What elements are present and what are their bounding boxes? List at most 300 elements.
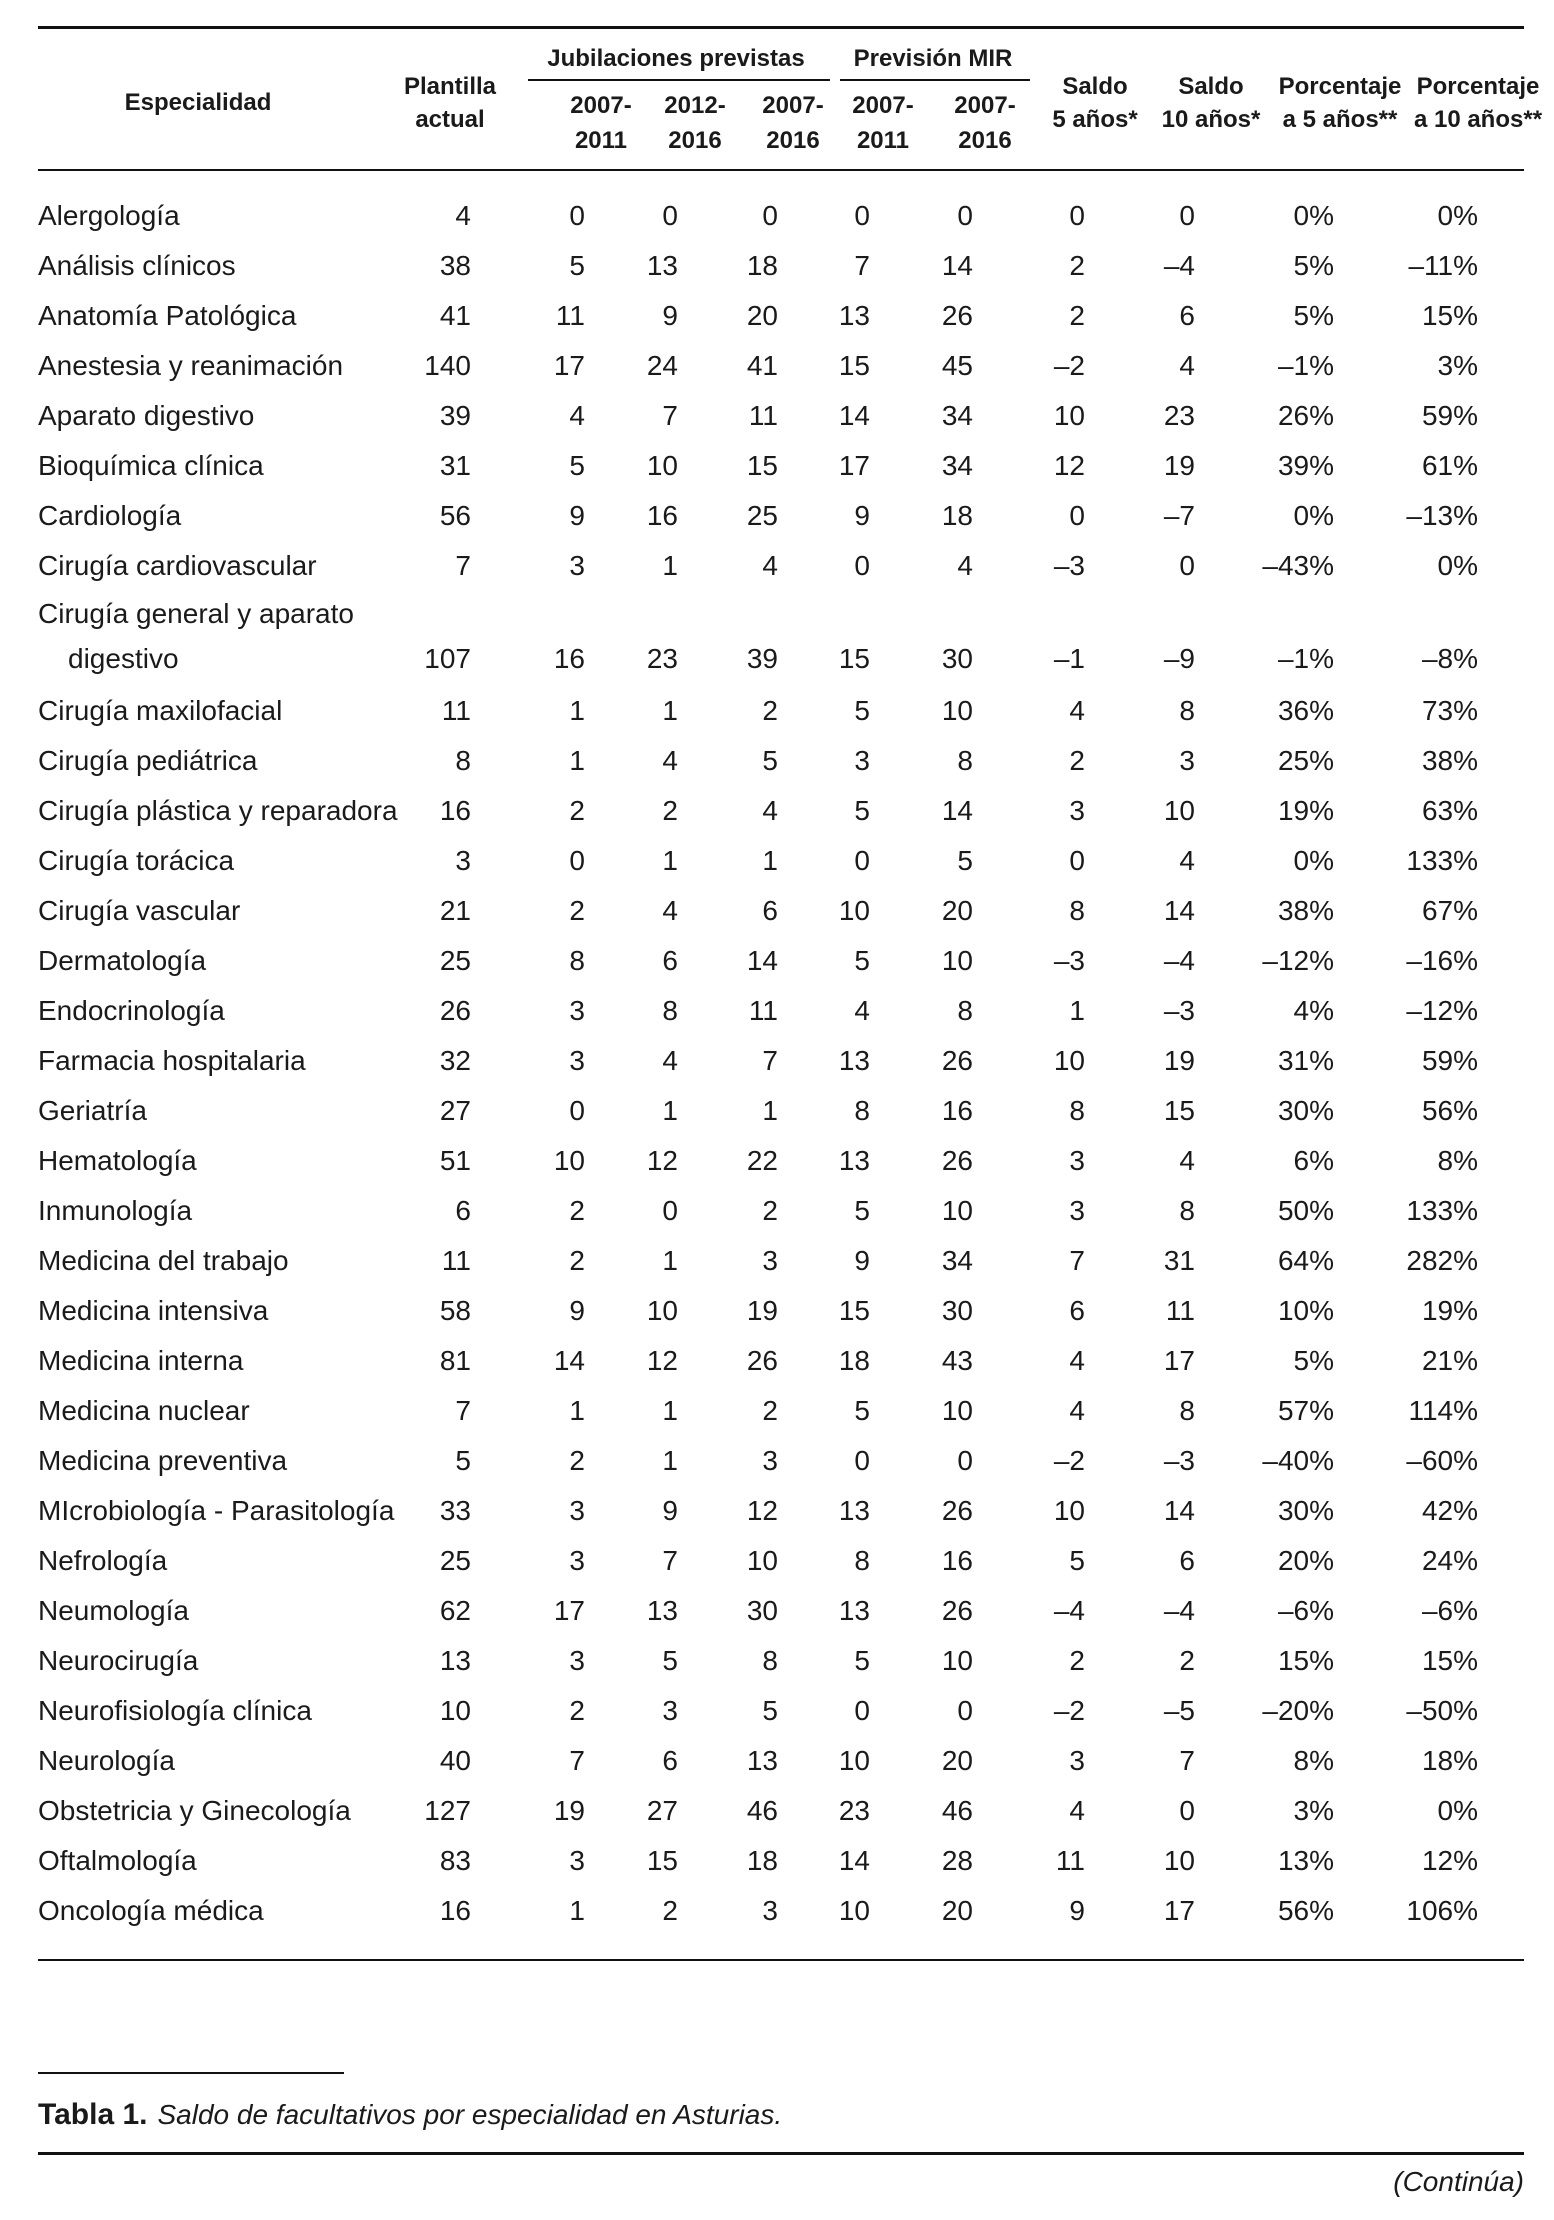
cell-saldo-5: 4: [1069, 1345, 1085, 1376]
specialty-name: Dermatología: [38, 945, 207, 976]
cell-saldo-5: 3: [1069, 795, 1085, 826]
cell-mir-2007-2016: 34: [941, 1245, 973, 1276]
cell-mir-2007-2016: 34: [941, 450, 973, 481]
cell-porcentaje-10: 12%: [1421, 1845, 1478, 1876]
cell-jub-2007-2016: 11: [748, 995, 778, 1026]
cell-jub-2007-2016: 19: [746, 1295, 778, 1326]
cell-mir-2007-2016: 8: [957, 745, 973, 776]
cell-mir-2007-2016: 26: [941, 1145, 973, 1176]
cell-plantilla: 7: [455, 550, 471, 581]
caption-text: Saldo de facultativos por especialidad en Asturias.: [157, 2099, 783, 2130]
footnote-rule: [38, 2072, 344, 2074]
specialty-name: Neurocirugía: [38, 1645, 199, 1676]
cell-jub-2012-2016: 13: [646, 250, 678, 281]
cell-jub-2007-2011: 2: [569, 895, 585, 926]
caption-rule: [38, 2152, 1524, 2155]
specialty-name: Neumología: [38, 1595, 189, 1626]
cell-mir-2007-2011: 8: [854, 1545, 870, 1576]
cell-saldo-5: 1: [1069, 995, 1085, 1026]
cell-mir-2007-2011: 0: [854, 1695, 870, 1726]
specialty-name: Oftalmología: [38, 1845, 197, 1876]
specialty-name: Anatomía Patológica: [38, 300, 297, 331]
prevision-rule: [840, 79, 1030, 81]
cell-jub-2007-2016: 3: [762, 1895, 778, 1926]
cell-mir-2007-2011: 5: [854, 695, 870, 726]
cell-jub-2012-2016: 2: [662, 795, 678, 826]
cell-saldo-5: –2: [1053, 1695, 1085, 1726]
cell-saldo-5: 0: [1069, 845, 1085, 876]
cell-saldo-5: 10: [1053, 400, 1085, 431]
cell-plantilla: 13: [439, 1645, 471, 1676]
cell-porcentaje-10: 59%: [1421, 1045, 1478, 1076]
cell-plantilla: 25: [439, 1545, 471, 1576]
cell-porcentaje-10: 106%: [1406, 1895, 1478, 1926]
cell-saldo-5: 2: [1069, 1645, 1085, 1676]
header-saldo-10: Saldo 10 años*: [1161, 73, 1261, 133]
cell-jub-2007-2016: 22: [746, 1145, 778, 1176]
cell-jub-2012-2016: 7: [662, 1545, 678, 1576]
cell-jub-2012-2016: 13: [646, 1595, 678, 1626]
cell-saldo-5: 3: [1069, 1745, 1085, 1776]
cell-jub-2007-2011: 3: [569, 1845, 585, 1876]
cell-saldo-10: 14: [1163, 895, 1195, 926]
cell-jub-2012-2016: 16: [646, 500, 678, 531]
cell-jub-2007-2016: 25: [746, 500, 778, 531]
cell-saldo-5: 4: [1069, 1795, 1085, 1826]
cell-porcentaje-10: 15%: [1421, 1645, 1478, 1676]
cell-porcentaje-5: –43%: [1262, 550, 1334, 581]
cell-porcentaje-5: 25%: [1277, 745, 1334, 776]
cell-saldo-5: 3: [1069, 1145, 1085, 1176]
cell-jub-2012-2016: 6: [662, 945, 678, 976]
specialty-name: Geriatría: [38, 1095, 147, 1126]
cell-mir-2007-2016: 14: [941, 795, 973, 826]
cell-porcentaje-5: 56%: [1277, 1895, 1334, 1926]
cell-porcentaje-10: 56%: [1421, 1095, 1478, 1126]
cell-jub-2007-2016: 12: [746, 1495, 778, 1526]
cell-jub-2012-2016: 1: [662, 695, 678, 726]
cell-porcentaje-5: 13%: [1277, 1845, 1334, 1876]
cell-saldo-10: 19: [1163, 1045, 1195, 1076]
cell-mir-2007-2011: 10: [838, 895, 870, 926]
specialty-name: Cirugía cardiovascular: [38, 550, 317, 581]
cell-plantilla: 56: [439, 500, 471, 531]
cell-porcentaje-10: –50%: [1406, 1695, 1478, 1726]
cell-mir-2007-2011: 17: [838, 450, 870, 481]
cell-saldo-5: 0: [1069, 200, 1085, 231]
cell-porcentaje-10: 0%: [1437, 1795, 1478, 1826]
cell-mir-2007-2011: 14: [838, 400, 870, 431]
cell-porcentaje-5: 5%: [1293, 1345, 1334, 1376]
cell-jub-2012-2016: 1: [662, 1395, 678, 1426]
cell-jub-2007-2011: 16: [553, 643, 585, 674]
cell-saldo-5: 10: [1053, 1045, 1085, 1076]
cell-mir-2007-2011: 5: [854, 945, 870, 976]
cell-mir-2007-2016: 30: [941, 643, 973, 674]
cell-mir-2007-2011: 15: [838, 643, 870, 674]
cell-jub-2012-2016: 1: [662, 550, 678, 581]
cell-jub-2007-2011: 5: [569, 250, 585, 281]
cell-mir-2007-2011: 0: [854, 1445, 870, 1476]
cell-mir-2007-2016: 16: [941, 1545, 973, 1576]
cell-jub-2007-2011: 9: [569, 1295, 585, 1326]
specialty-name: Obstetricia y Ginecología: [38, 1795, 351, 1826]
cell-jub-2012-2016: 0: [662, 200, 678, 231]
cell-jub-2007-2016: 6: [762, 895, 778, 926]
cell-plantilla: 32: [439, 1045, 471, 1076]
cell-saldo-10: 8: [1179, 1395, 1195, 1426]
specialty-name: Endocrinología: [38, 995, 225, 1026]
cell-mir-2007-2016: 16: [941, 1095, 973, 1126]
cell-mir-2007-2011: 0: [854, 200, 870, 231]
cell-porcentaje-5: 0%: [1293, 500, 1334, 531]
cell-jub-2012-2016: 1: [662, 1095, 678, 1126]
cell-porcentaje-10: –8%: [1421, 643, 1478, 674]
specialty-name: Cirugía plástica y reparadora: [38, 795, 398, 826]
cell-plantilla: 140: [424, 350, 471, 381]
specialty-name: MIcrobiología - Parasitología: [38, 1495, 395, 1526]
cell-jub-2007-2011: 11: [555, 300, 585, 331]
cell-mir-2007-2011: 13: [838, 1595, 870, 1626]
cell-jub-2007-2016: 1: [762, 1095, 778, 1126]
cell-mir-2007-2016: 10: [941, 695, 973, 726]
cell-plantilla: 41: [439, 300, 471, 331]
cell-mir-2007-2011: 8: [854, 1095, 870, 1126]
cell-jub-2007-2016: 2: [762, 1195, 778, 1226]
cell-porcentaje-5: 8%: [1293, 1745, 1334, 1776]
cell-porcentaje-5: 5%: [1293, 250, 1334, 281]
header-sub-jub-2012-2016: 2012- 2016: [664, 92, 726, 154]
cell-saldo-5: –4: [1053, 1595, 1085, 1626]
cell-plantilla: 39: [439, 400, 471, 431]
cell-plantilla: 38: [439, 250, 471, 281]
cell-saldo-5: 7: [1069, 1245, 1085, 1276]
cell-plantilla: 5: [455, 1445, 471, 1476]
cell-saldo-5: –3: [1053, 945, 1085, 976]
cell-jub-2007-2011: 1: [569, 695, 585, 726]
cell-saldo-10: –3: [1163, 995, 1195, 1026]
cell-jub-2007-2016: 0: [762, 200, 778, 231]
cell-plantilla: 33: [439, 1495, 471, 1526]
cell-mir-2007-2016: 8: [957, 995, 973, 1026]
cell-saldo-5: 8: [1069, 1095, 1085, 1126]
cell-porcentaje-5: –6%: [1277, 1595, 1334, 1626]
cell-jub-2007-2016: 3: [762, 1245, 778, 1276]
specialty-name: Anestesia y reanimación: [38, 350, 344, 381]
cell-jub-2012-2016: 4: [662, 745, 678, 776]
cell-saldo-5: 8: [1069, 895, 1085, 926]
cell-jub-2007-2016: 46: [746, 1795, 778, 1826]
cell-jub-2007-2016: 11: [748, 400, 778, 431]
cell-jub-2007-2016: 15: [746, 450, 778, 481]
cell-mir-2007-2016: 26: [941, 1495, 973, 1526]
cell-saldo-10: 11: [1165, 1295, 1195, 1326]
cell-jub-2007-2011: 2: [569, 795, 585, 826]
cell-jub-2007-2011: 9: [569, 500, 585, 531]
cell-porcentaje-10: 73%: [1421, 695, 1478, 726]
cell-jub-2007-2016: 2: [762, 1395, 778, 1426]
cell-mir-2007-2011: 5: [854, 1645, 870, 1676]
cell-porcentaje-10: 0%: [1437, 200, 1478, 231]
specialty-name: Cirugía general y aparato digestivo: [38, 598, 354, 674]
cell-plantilla: 58: [439, 1295, 471, 1326]
cell-saldo-10: 4: [1179, 845, 1195, 876]
cell-saldo-10: 17: [1163, 1895, 1195, 1926]
cell-saldo-10: 4: [1179, 350, 1195, 381]
cell-plantilla: 26: [439, 995, 471, 1026]
cell-jub-2012-2016: 12: [646, 1145, 678, 1176]
cell-porcentaje-10: 3%: [1437, 350, 1478, 381]
cell-saldo-10: 6: [1179, 300, 1195, 331]
header-sub-jub-2007-2016: 2007- 2016: [762, 92, 824, 154]
cell-porcentaje-5: 26%: [1277, 400, 1334, 431]
table-top-rule: [38, 26, 1524, 29]
cell-saldo-5: –2: [1053, 350, 1085, 381]
cell-jub-2007-2011: 8: [569, 945, 585, 976]
specialty-name: Cirugía vascular: [38, 895, 241, 926]
cell-mir-2007-2016: 0: [957, 1445, 973, 1476]
cell-mir-2007-2011: 0: [854, 550, 870, 581]
cell-jub-2007-2011: 7: [569, 1745, 585, 1776]
cell-jub-2007-2016: 18: [746, 250, 778, 281]
cell-mir-2007-2011: 5: [854, 1395, 870, 1426]
table-header-rule: [38, 169, 1524, 171]
cell-mir-2007-2011: 14: [838, 1845, 870, 1876]
cell-saldo-5: –3: [1053, 550, 1085, 581]
cell-porcentaje-10: –6%: [1421, 1595, 1478, 1626]
cell-jub-2012-2016: 10: [646, 450, 678, 481]
cell-saldo-5: –1: [1053, 643, 1085, 674]
cell-saldo-5: 11: [1055, 1845, 1085, 1876]
cell-porcentaje-10: –16%: [1406, 945, 1478, 976]
cell-plantilla: 31: [439, 450, 471, 481]
specialty-name: Análisis clínicos: [38, 250, 236, 281]
cell-plantilla: 8: [455, 745, 471, 776]
cell-mir-2007-2016: 4: [957, 550, 973, 581]
cell-saldo-10: –4: [1163, 250, 1195, 281]
cell-saldo-10: 10: [1163, 1845, 1195, 1876]
cell-plantilla: 25: [439, 945, 471, 976]
cell-jub-2012-2016: 8: [662, 995, 678, 1026]
header-sub-mir-2007-2016: 2007- 2016: [954, 92, 1016, 154]
cell-mir-2007-2016: 34: [941, 400, 973, 431]
cell-saldo-5: 6: [1069, 1295, 1085, 1326]
cell-mir-2007-2016: 20: [941, 1895, 973, 1926]
specialty-name: Cirugía maxilofacial: [38, 695, 283, 726]
cell-mir-2007-2016: 18: [941, 500, 973, 531]
caption-label: Tabla 1.: [38, 2098, 148, 2131]
specialty-name: Alergología: [38, 200, 180, 231]
cell-mir-2007-2016: 20: [941, 1745, 973, 1776]
cell-jub-2007-2011: 1: [569, 1895, 585, 1926]
cell-mir-2007-2011: 13: [838, 1045, 870, 1076]
cell-saldo-5: 4: [1069, 1395, 1085, 1426]
specialty-name: Farmacia hospitalaria: [38, 1045, 306, 1076]
cell-saldo-10: 0: [1179, 1795, 1195, 1826]
cell-jub-2007-2011: 19: [553, 1795, 585, 1826]
cell-porcentaje-10: 38%: [1421, 745, 1478, 776]
cell-plantilla: 16: [439, 1895, 471, 1926]
cell-jub-2007-2016: 30: [746, 1595, 778, 1626]
cell-jub-2012-2016: 9: [662, 1495, 678, 1526]
cell-plantilla: 81: [439, 1345, 471, 1376]
cell-mir-2007-2016: 10: [941, 945, 973, 976]
specialty-name: Medicina interna: [38, 1345, 244, 1376]
cell-saldo-10: 8: [1179, 1195, 1195, 1226]
cell-porcentaje-5: –1%: [1277, 350, 1334, 381]
cell-porcentaje-5: –40%: [1262, 1445, 1334, 1476]
cell-plantilla: 6: [455, 1195, 471, 1226]
cell-jub-2007-2016: 8: [762, 1645, 778, 1676]
cell-jub-2007-2016: 4: [762, 550, 778, 581]
header-plantilla: Plantilla actual: [403, 73, 497, 133]
cell-mir-2007-2011: 15: [838, 1295, 870, 1326]
cell-porcentaje-10: 133%: [1406, 1195, 1478, 1226]
cell-mir-2007-2011: 10: [838, 1895, 870, 1926]
cell-jub-2012-2016: 3: [662, 1695, 678, 1726]
cell-jub-2012-2016: 6: [662, 1745, 678, 1776]
cell-jub-2007-2011: 1: [569, 1395, 585, 1426]
cell-jub-2007-2011: 5: [569, 450, 585, 481]
cell-mir-2007-2011: 13: [838, 300, 870, 331]
cell-plantilla: 3: [455, 845, 471, 876]
cell-saldo-10: –5: [1163, 1695, 1195, 1726]
cell-porcentaje-10: 42%: [1421, 1495, 1478, 1526]
cell-mir-2007-2016: 0: [957, 200, 973, 231]
specialty-name: Inmunología: [38, 1195, 193, 1226]
cell-jub-2007-2011: 3: [569, 1645, 585, 1676]
cell-jub-2007-2016: 1: [762, 845, 778, 876]
cell-mir-2007-2016: 26: [941, 1045, 973, 1076]
cell-saldo-10: 0: [1179, 550, 1195, 581]
cell-porcentaje-10: 67%: [1421, 895, 1478, 926]
cell-saldo-10: –4: [1163, 945, 1195, 976]
specialty-name: Cirugía pediátrica: [38, 745, 258, 776]
cell-saldo-5: 5: [1069, 1545, 1085, 1576]
cell-porcentaje-10: 21%: [1421, 1345, 1478, 1376]
cell-porcentaje-5: 15%: [1277, 1645, 1334, 1676]
cell-jub-2007-2016: 26: [746, 1345, 778, 1376]
cell-jub-2007-2011: 2: [569, 1195, 585, 1226]
cell-mir-2007-2016: 26: [941, 1595, 973, 1626]
specialty-name: Cirugía torácica: [38, 845, 235, 876]
cell-porcentaje-10: 19%: [1421, 1295, 1478, 1326]
cell-porcentaje-5: 0%: [1293, 845, 1334, 876]
cell-porcentaje-10: 24%: [1421, 1545, 1478, 1576]
cell-jub-2007-2011: 0: [569, 845, 585, 876]
cell-saldo-10: 3: [1179, 745, 1195, 776]
cell-saldo-5: 4: [1069, 695, 1085, 726]
cell-porcentaje-5: 20%: [1277, 1545, 1334, 1576]
cell-mir-2007-2016: 46: [941, 1795, 973, 1826]
cell-jub-2007-2011: 0: [569, 1095, 585, 1126]
cell-saldo-10: –3: [1163, 1445, 1195, 1476]
header-porcentaje-10: Porcentaje a 10 años**: [1413, 73, 1543, 133]
cell-porcentaje-10: 59%: [1421, 400, 1478, 431]
header-sub-mir-2007-2011: 2007- 2011: [852, 92, 914, 154]
cell-jub-2007-2016: 18: [746, 1845, 778, 1876]
specialty-name: Neurología: [38, 1745, 175, 1776]
cell-saldo-5: 2: [1069, 745, 1085, 776]
cell-plantilla: 27: [439, 1095, 471, 1126]
cell-plantilla: 40: [439, 1745, 471, 1776]
cell-mir-2007-2011: 10: [838, 1745, 870, 1776]
cell-porcentaje-10: 63%: [1421, 795, 1478, 826]
cell-saldo-10: 7: [1179, 1745, 1195, 1776]
cell-jub-2012-2016: 10: [646, 1295, 678, 1326]
cell-jub-2007-2016: 14: [746, 945, 778, 976]
cell-saldo-10: 19: [1163, 450, 1195, 481]
cell-plantilla: 4: [455, 200, 471, 231]
cell-jub-2007-2011: 1: [569, 745, 585, 776]
cell-plantilla: 11: [441, 1245, 471, 1276]
cell-porcentaje-5: –12%: [1262, 945, 1334, 976]
cell-porcentaje-5: 0%: [1293, 200, 1334, 231]
specialty-name: Aparato digestivo: [38, 400, 255, 431]
cell-mir-2007-2011: 3: [854, 745, 870, 776]
cell-jub-2007-2011: 0: [569, 200, 585, 231]
cell-saldo-10: 17: [1163, 1345, 1195, 1376]
cell-porcentaje-5: 4%: [1293, 995, 1334, 1026]
cell-porcentaje-5: 5%: [1293, 300, 1334, 331]
cell-jub-2012-2016: 23: [646, 643, 678, 674]
cell-jub-2007-2011: 2: [569, 1695, 585, 1726]
cell-porcentaje-5: 10%: [1277, 1295, 1334, 1326]
cell-jub-2007-2011: 10: [553, 1145, 585, 1176]
cell-jub-2007-2011: 2: [569, 1445, 585, 1476]
specialty-name: Cardiología: [38, 500, 182, 531]
cell-jub-2012-2016: 15: [646, 1845, 678, 1876]
cell-jub-2007-2016: 13: [746, 1745, 778, 1776]
cell-mir-2007-2016: 14: [941, 250, 973, 281]
cell-jub-2007-2016: 4: [762, 795, 778, 826]
cell-plantilla: 11: [441, 695, 471, 726]
cell-jub-2012-2016: 2: [662, 1895, 678, 1926]
cell-jub-2012-2016: 24: [646, 350, 678, 381]
cell-mir-2007-2016: 30: [941, 1295, 973, 1326]
cell-jub-2012-2016: 4: [662, 895, 678, 926]
cell-saldo-10: 8: [1179, 695, 1195, 726]
header-sub-jub-2007-2011: 2007- 2011: [570, 92, 632, 154]
cell-jub-2007-2011: 4: [569, 400, 585, 431]
cell-mir-2007-2011: 15: [838, 350, 870, 381]
specialty-name: Medicina intensiva: [38, 1295, 269, 1326]
cell-saldo-10: 2: [1179, 1645, 1195, 1676]
cell-mir-2007-2011: 4: [854, 995, 870, 1026]
cell-porcentaje-10: 114%: [1408, 1395, 1478, 1426]
cell-saldo-5: 12: [1053, 450, 1085, 481]
cell-porcentaje-10: –60%: [1406, 1445, 1478, 1476]
cell-saldo-10: 10: [1163, 795, 1195, 826]
cell-porcentaje-5: 50%: [1277, 1195, 1334, 1226]
cell-mir-2007-2011: 23: [838, 1795, 870, 1826]
continues-note: (Continúa): [1393, 2166, 1524, 2197]
specialty-name: Neurofisiología clínica: [38, 1695, 312, 1726]
cell-jub-2007-2016: 2: [762, 695, 778, 726]
cell-porcentaje-10: –12%: [1406, 995, 1478, 1026]
cell-jub-2007-2016: 39: [746, 643, 778, 674]
cell-porcentaje-5: –1%: [1277, 643, 1334, 674]
cell-porcentaje-5: 38%: [1277, 895, 1334, 926]
cell-porcentaje-10: 8%: [1437, 1145, 1478, 1176]
cell-plantilla: 127: [424, 1795, 471, 1826]
cell-jub-2012-2016: 7: [662, 400, 678, 431]
cell-jub-2012-2016: 12: [646, 1345, 678, 1376]
cell-jub-2007-2016: 10: [746, 1545, 778, 1576]
cell-saldo-10: –9: [1163, 643, 1195, 674]
cell-porcentaje-5: 30%: [1277, 1495, 1334, 1526]
table-bottom-rule: [38, 1959, 1524, 1961]
